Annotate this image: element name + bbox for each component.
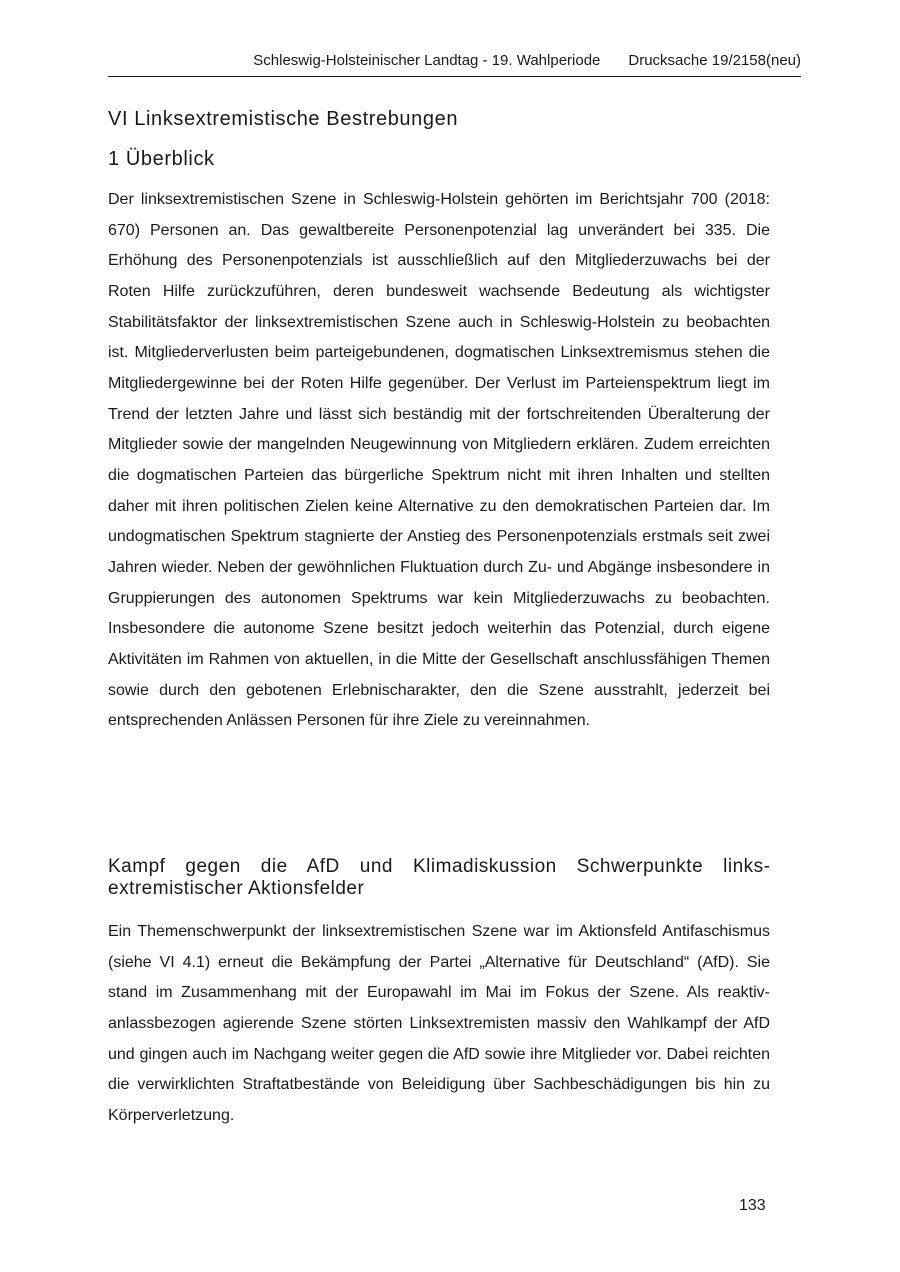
header-parliament: Schleswig-Holsteinischer Landtag - 19. Wahlperiode [253, 52, 601, 69]
section-title: VI Linksextremistische Bestrebungen [108, 108, 459, 130]
subheading: Kampf gegen die AfD und Klimadiskussion Schwerpunkte linksextremistischer Aktionsfelder [108, 856, 770, 899]
running-header [108, 50, 801, 77]
header-document-number: Drucksache 19/2158(neu) [628, 52, 801, 69]
subsection-title: 1 Überblick [108, 148, 215, 170]
overview-paragraph: Der linksextremistischen Szene in Schleswig-Holstein gehörten im Berichtsjahr 700 (2018: 670) Personen an. Das gewaltbereite Personenpotenzial lag unverändert bei 335. Die Erhöhung des Personenpotenzials ist ausschließlich auf den Mitgliederzuwachs bei der Roten Hilfe zurückzuführen, deren bundesweit wachsende Bedeutung als wichtigster Stabilitätsfaktor der linksextremistischen Szene auch in Schleswig-Holstein zu beobachten ist. Mitgliederverlusten beim parteigebundenen, dogmatischen Linksextremismus stehen die Mitgliedergewinne bei der Roten Hilfe gegenüber. Der Verlust im Parteienspektrum liegt im Trend der letzten Jahre und lässt sich beständig mit der fortschreitenden Überalterung der Mitglieder sowie der mangelnden Neugewinnung von Mitgliedern erklären. Zudem erreichten die dogmatischen Parteien das bürgerliche Spektrum nicht mit ihren Inhalten und stellten daher mit ihren politischen Zielen keine Alternative zu den demokratischen Parteien dar. Im undogmatischen Spektrum stagnierte der Anstieg des Personenpotenzials erstmals seit zwei Jahren wieder. Neben der gewöhnlichen Fluktuation durch Zu- und Abgänge insbesondere in Gruppierungen des autonomen Spektrums war kein Mitgliederzuwachs zu beobachten. Insbesondere die autonome Szene besitzt jedoch weiterhin das Potenzial, durch eigene Aktivitäten im Rahmen von aktuellen, in die Mitte der Gesellschaft anschlussfähigen Themen sowie durch den gebotenen Erlebnischarakter, den die Szene ausstrahlt, jederzeit bei entsprechenden Anlässen Personen für ihre Ziele zu vereinnahmen. [108, 191, 770, 730]
afd-paragraph: Ein Themenschwerpunkt der linksextremistischen Szene war im Aktionsfeld Antifaschismus (siehe VI 4.1) erneut die Bekämpfung der Partei „Alternative für Deutschland“ (AfD). Sie stand im Zusammenhang mit der Europawahl im Mai im Fokus der Szene. Als reaktiv-anlassbezogen agierende Szene störten Linksextremisten massiv den Wahlkampf der AfD und gingen auch im Nachgang weiter gegen die AfD sowie ihre Mitglieder vor. Dabei reichten die verwirklichten Straftatbestände von Beleidigung über Sachbeschädigungen bis hin zu Körperverletzung. [108, 923, 770, 1124]
running-header-text [253, 52, 801, 69]
page-number: 133 [739, 1197, 766, 1214]
